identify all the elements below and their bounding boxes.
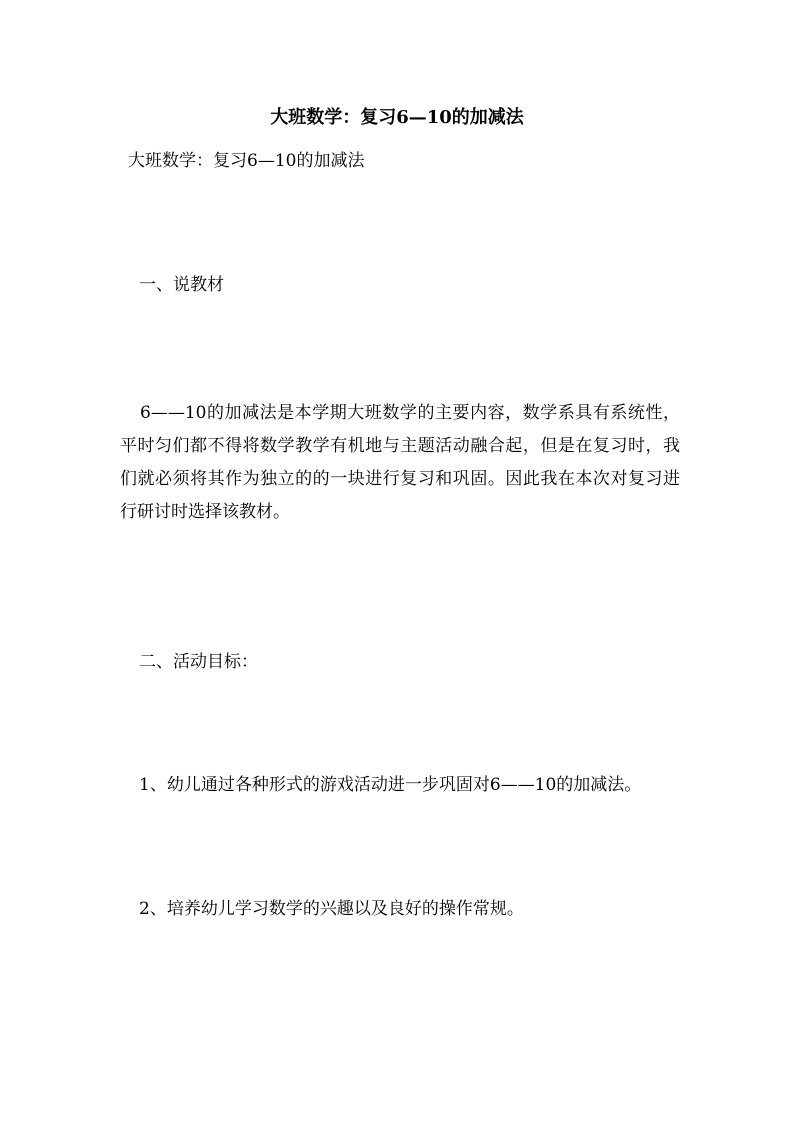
section-heading-materials: 一、说教材 (139, 275, 224, 295)
section-paragraph-materials: 6——10的加减法是本学期大班数学的主要内容，数学系具有系统性，平时匀们都不得将数学教学有机地与主题活动融合起，但是在复习时，我们就必须将其作为独立的的一块进行复习和巩固。因此我在本次对复习进行研讨时选择该教材。 (120, 403, 680, 522)
section-heading-goals: 二、活动目标： (139, 652, 258, 672)
goal-item: 1、幼儿通过各种形式的游戏活动进一步巩固对6——10的加减法。 (139, 775, 642, 795)
document-title: 大班数学：复习6—10的加减法 (270, 107, 524, 128)
document-subtitle: 大班数学：复习6—10的加减法 (128, 151, 365, 171)
goal-item: 2、培养幼儿学习数学的兴趣以及良好的操作常规。 (139, 899, 524, 919)
